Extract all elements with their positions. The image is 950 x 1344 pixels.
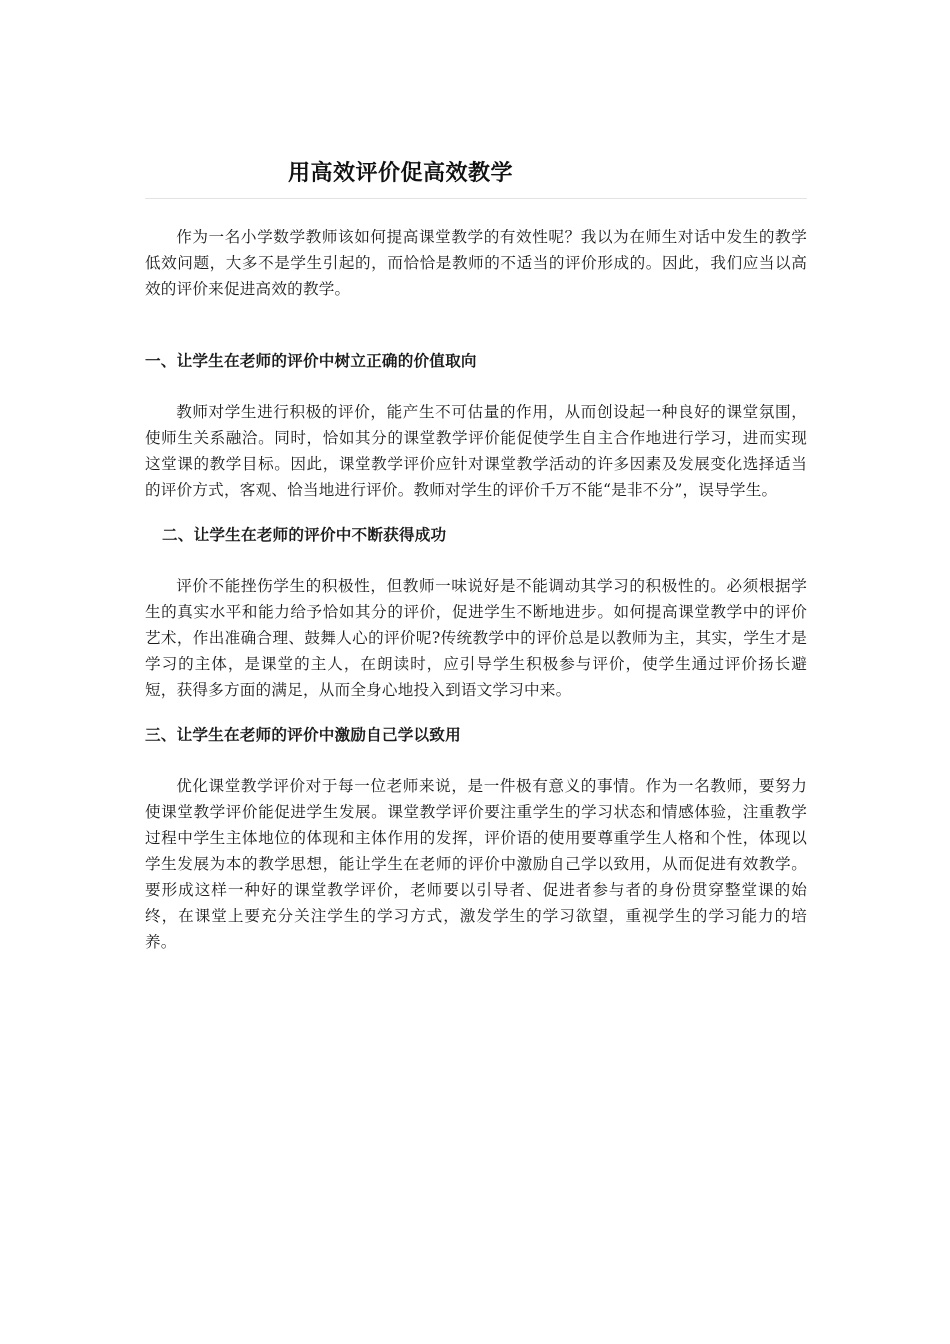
section-2-heading: 二、让学生在老师的评价中不断获得成功 <box>162 525 447 544</box>
section-3-body: 优化课堂教学评价对于每一位老师来说，是一件极有意义的事情。作为一名教师，要努力使课堂教学评价能促进学生发展。课堂教学评价要注重学生的学习状态和情感体验，注重教学过程中学生主体地位的体现和主体作用的发挥，评价语的使用要尊重学生人格和个性，体现以学生发展为本的教学思想，能让学生在老师的评价中激励自己学以致用，从而促进有效教学。要形成这样一种好的课堂教学评价，老师要以引导者、促进者参与者的身份贯穿整堂课的始终，在课堂上要充分关注学生的学习方式，激发学生的学习欲望，重视学生的学习能力的培养。 <box>145 777 807 951</box>
document-title: 用高效评价促高效教学 <box>288 161 514 186</box>
section-1-heading: 一、让学生在老师的评价中树立正确的价值取向 <box>145 351 477 370</box>
section-2-body: 评价不能挫伤学生的积极性，但教师一味说好是不能调动其学习的积极性的。必须根据学生的真实水平和能力给予恰如其分的评价，促进学生不断地进步。如何提高课堂教学中的评价艺术，作出准确合理、鼓舞人心的评价呢?传统教学中的评价总是以教师为主，其实，学生才是学习的主体，是课堂的主人，在朗读时，应引导学生积极参与评价，使学生通过评价扬长避短，获得多方面的满足，从而全身心地投入到语文学习中来。 <box>145 577 807 699</box>
intro-paragraph: 作为一名小学数学教师该如何提高课堂教学的有效性呢？我以为在师生对话中发生的教学低效问题，大多不是学生引起的，而恰恰是教师的不适当的评价形成的。因此，我们应当以高效的评价来促进高效的教学。 <box>145 228 807 298</box>
section-1-body: 教师对学生进行积极的评价，能产生不可估量的作用，从而创设起一种良好的课堂氛围，使师生关系融洽。同时，恰如其分的课堂教学评价能促使学生自主合作地进行学习，进而实现这堂课的教学目标。因此，课堂教学评价应针对课堂教学活动的许多因素及发展变化选择适当的评价方式，客观、恰当地进行评价。教师对学生的评价千万不能“是非不分”，误导学生。 <box>145 403 807 499</box>
title-divider <box>145 198 807 199</box>
section-3-heading: 三、让学生在老师的评价中激励自己学以致用 <box>145 725 461 744</box>
